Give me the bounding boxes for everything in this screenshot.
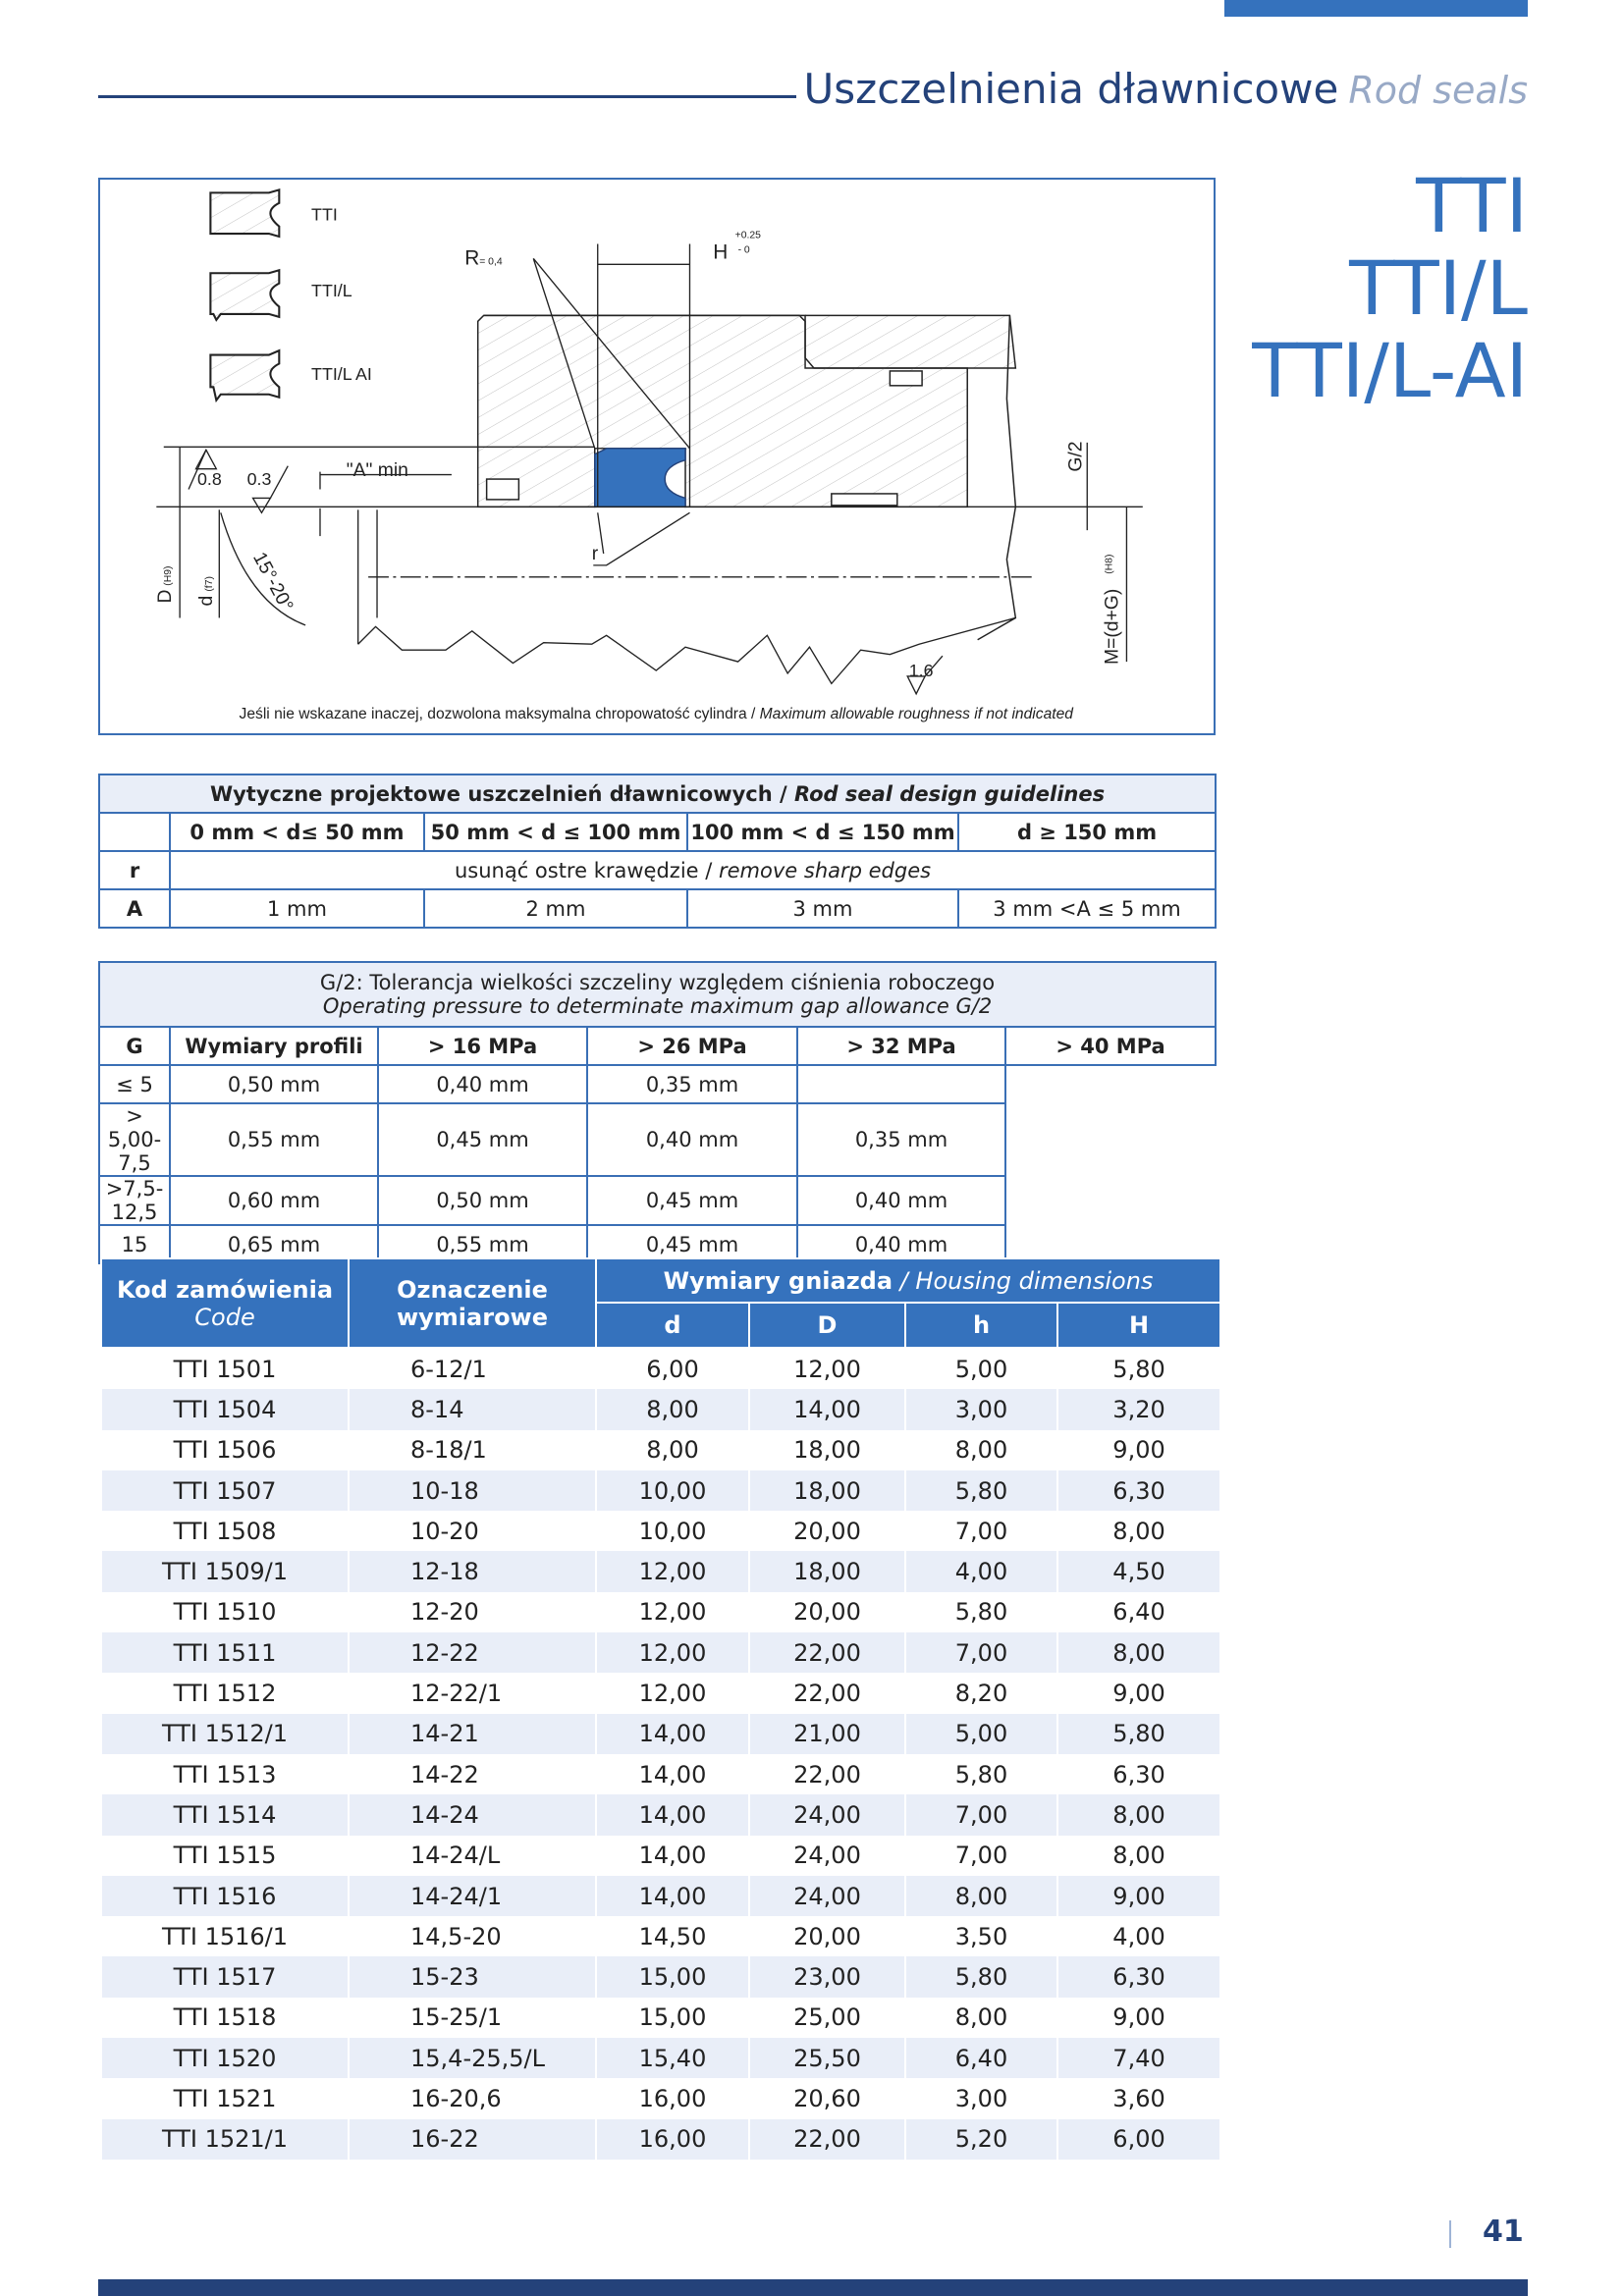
range-header: 100 mm < d ≤ 150 mm — [687, 813, 958, 851]
row-label-a: A — [99, 889, 170, 928]
cell-D: 21,00 — [749, 1714, 905, 1754]
cell-H: 3,60 — [1057, 2078, 1220, 2118]
table-row — [101, 2119, 1220, 2160]
label-roughness-16: 1.6 — [908, 660, 934, 680]
cell-code: TTI 1518 — [101, 1998, 349, 2038]
cell-designation: 14-24/L — [349, 1836, 596, 1876]
table-row — [101, 1998, 1220, 2038]
cell-d: 12,00 — [596, 1673, 749, 1713]
cell-D: 18,00 — [749, 1551, 905, 1591]
cell-code: TTI 1512 — [101, 1673, 349, 1713]
cell-d: 16,00 — [596, 2078, 749, 2118]
cell-code: TTI 1516/1 — [101, 1916, 349, 1956]
gap-value — [797, 1065, 1005, 1103]
cell-code: TTI 1515 — [101, 1836, 349, 1876]
cell-D: 20,60 — [749, 2078, 905, 2118]
housing — [478, 315, 1016, 639]
cell-designation: 15,4-25,5/L — [349, 2038, 596, 2078]
cell-d: 14,00 — [596, 1714, 749, 1754]
header-h: h — [905, 1303, 1057, 1348]
model-name: TTI/L — [1349, 244, 1528, 332]
table-row — [101, 1592, 1220, 1632]
label-h-tol-minus: - 0 — [737, 244, 750, 256]
cell-h: 8,00 — [905, 1998, 1057, 2038]
label-angle: 15°-20° — [248, 548, 298, 615]
gap-value: 0,45 mm — [378, 1103, 587, 1176]
cell-H: 5,80 — [1057, 1348, 1220, 1389]
model-name: TTI — [1416, 162, 1528, 249]
header-code: Kod zamówienia Code — [101, 1258, 349, 1348]
model-name: TTI/L-AI — [1252, 327, 1528, 414]
drawing-caption: Jeśli nie wskazane inaczej, dozwolona maksymalna chropowatość cylindra / Maximum allowable roughness if not indicated — [239, 706, 1073, 723]
header-D: D — [749, 1303, 905, 1348]
cell-H: 4,00 — [1057, 1916, 1220, 1956]
title-en: Rod seals — [1348, 69, 1528, 112]
table-row — [101, 1673, 1220, 1713]
cell-h: 5,80 — [905, 1592, 1057, 1632]
cell-code: TTI 1508 — [101, 1511, 349, 1551]
profile-label: TTI — [311, 204, 338, 225]
cell-h: 8,20 — [905, 1673, 1057, 1713]
cell-H: 6,40 — [1057, 1592, 1220, 1632]
cell-code: TTI 1507 — [101, 1470, 349, 1511]
cell-code: TTI 1520 — [101, 2038, 349, 2078]
cell-D: 20,00 — [749, 1592, 905, 1632]
cell-D: 22,00 — [749, 1673, 905, 1713]
cell-h: 5,80 — [905, 1956, 1057, 1997]
cell-d: 14,00 — [596, 1794, 749, 1835]
top-accent-bar — [1224, 0, 1528, 17]
gap-row — [99, 1176, 1216, 1225]
gap-value: 0,50 mm — [170, 1065, 378, 1103]
cell-d: 14,50 — [596, 1916, 749, 1956]
cell-designation: 14-24/1 — [349, 1876, 596, 1916]
cell-d: 14,00 — [596, 1836, 749, 1876]
gap-row — [99, 1103, 1216, 1176]
profile-tti-l-ai-icon — [210, 350, 279, 400]
table-row — [101, 1632, 1220, 1673]
table-row — [101, 1916, 1220, 1956]
cell-d: 10,00 — [596, 1470, 749, 1511]
model-list — [1252, 162, 1528, 414]
cell-designation: 6-12/1 — [349, 1348, 596, 1389]
cell-designation: 10-20 — [349, 1511, 596, 1551]
cell-H: 6,30 — [1057, 1956, 1220, 1997]
gap-value: 0,40 mm — [587, 1103, 797, 1176]
cell-d: 15,00 — [596, 1956, 749, 1997]
installation-drawing — [98, 178, 1216, 735]
a-value: 2 mm — [424, 889, 687, 928]
cell-designation: 12-22 — [349, 1632, 596, 1673]
cell-code: TTI 1516 — [101, 1876, 349, 1916]
gap-value: 0,55 mm — [378, 1225, 587, 1263]
seal-cross-section — [595, 449, 685, 507]
cell-h: 7,00 — [905, 1836, 1057, 1876]
cell-designation: 12-22/1 — [349, 1673, 596, 1713]
cell-h: 4,00 — [905, 1551, 1057, 1591]
gap-title: G/2: Tolerancja wielkości szczeliny względem ciśnienia roboczego Operating pressure to determinate maximum gap allowance G/2 — [99, 962, 1216, 1027]
cell-H: 4,50 — [1057, 1551, 1220, 1591]
label-r-upper: R — [464, 246, 480, 270]
cell-code: TTI 1501 — [101, 1348, 349, 1389]
cell-H: 6,00 — [1057, 2119, 1220, 2160]
cell-code: TTI 1514 — [101, 1794, 349, 1835]
cell-D: 24,00 — [749, 1836, 905, 1876]
cell-designation: 14-24 — [349, 1794, 596, 1835]
label-a-min: "A" min — [346, 459, 408, 482]
profile-size: 15 — [99, 1225, 170, 1263]
label-m-tol: (H8) — [1104, 554, 1115, 574]
profile-size: > 5,00-7,5 — [99, 1103, 170, 1176]
cell-H: 8,00 — [1057, 1511, 1220, 1551]
cell-code: TTI 1509/1 — [101, 1551, 349, 1591]
cell-H: 6,30 — [1057, 1754, 1220, 1794]
table-row — [101, 2078, 1220, 2118]
label-D-tol: (H9) — [163, 565, 175, 586]
gap-value: 0,40 mm — [378, 1065, 587, 1103]
range-header: 50 mm < d ≤ 100 mm — [424, 813, 687, 851]
label-d-tol: (f7) — [203, 576, 215, 592]
gap-value: 0,65 mm — [170, 1225, 378, 1263]
cell-h: 7,00 — [905, 1632, 1057, 1673]
cell-d: 8,00 — [596, 1430, 749, 1470]
cell-d: 15,00 — [596, 1998, 749, 2038]
cell-d: 14,00 — [596, 1754, 749, 1794]
cell-h: 8,00 — [905, 1876, 1057, 1916]
cell-code: TTI 1517 — [101, 1956, 349, 1997]
table-row — [101, 1956, 1220, 1997]
cell-h: 3,00 — [905, 2078, 1057, 2118]
gap-header: > 16 MPa — [378, 1027, 587, 1065]
gap-tolerance-table — [98, 961, 1217, 1264]
a-value: 1 mm — [170, 889, 424, 928]
r-value: usunąć ostre krawędzie / remove sharp edges — [170, 851, 1216, 889]
cell-d: 12,00 — [596, 1551, 749, 1591]
cell-designation: 15-25/1 — [349, 1998, 596, 2038]
label-d: d — [194, 595, 217, 607]
table-row — [101, 1470, 1220, 1511]
cell-D: 12,00 — [749, 1348, 905, 1389]
gap-value: 0,35 mm — [797, 1103, 1005, 1176]
profile-label: TTI/L — [311, 281, 352, 301]
cell-H: 9,00 — [1057, 1673, 1220, 1713]
header-designation: Oznaczenie wymiarowe — [349, 1258, 596, 1348]
header-rule — [98, 95, 796, 98]
gap-value: 0,45 mm — [587, 1176, 797, 1225]
label-h: H — [713, 240, 729, 264]
cell-h: 5,80 — [905, 1754, 1057, 1794]
a-value: 3 mm <A ≤ 5 mm — [958, 889, 1216, 928]
cell-code: TTI 1521/1 — [101, 2119, 349, 2160]
cell-H: 8,00 — [1057, 1836, 1220, 1876]
title-pl: Uszczelnienia dławnicowe — [803, 65, 1339, 113]
cell-h: 7,00 — [905, 1794, 1057, 1835]
product-table — [100, 1257, 1221, 2160]
cell-h: 5,00 — [905, 1348, 1057, 1389]
gap-value: 0,50 mm — [378, 1176, 587, 1225]
cell-D: 22,00 — [749, 1632, 905, 1673]
cell-designation: 8-18/1 — [349, 1430, 596, 1470]
gap-header: > 26 MPa — [587, 1027, 797, 1065]
header-housing: Wymiary gniazda / Housing dimensions — [596, 1258, 1220, 1303]
cell-designation: 12-20 — [349, 1592, 596, 1632]
cell-code: TTI 1511 — [101, 1632, 349, 1673]
gap-value: 0,55 mm — [170, 1103, 378, 1176]
row-label-r: r — [99, 851, 170, 889]
design-guidelines-table — [98, 774, 1217, 929]
cell-H: 8,00 — [1057, 1632, 1220, 1673]
label-h-tol-plus: +0.25 — [734, 230, 761, 241]
cell-D: 24,00 — [749, 1876, 905, 1916]
gap-header: Wymiary profili — [170, 1027, 378, 1065]
cell-D: 25,50 — [749, 2038, 905, 2078]
profile-tti-icon — [210, 189, 279, 237]
label-roughness-03: 0.3 — [246, 469, 272, 490]
table-row — [101, 1836, 1220, 1876]
cell-H: 5,80 — [1057, 1714, 1220, 1754]
a-value: 3 mm — [687, 889, 958, 928]
header-d: d — [596, 1303, 749, 1348]
cell-h: 6,40 — [905, 2038, 1057, 2078]
cell-H: 9,00 — [1057, 1430, 1220, 1470]
cell-designation: 15-23 — [349, 1956, 596, 1997]
guidelines-title: Wytyczne projektowe uszczelnień dławnicowych / Rod seal design guidelines — [99, 774, 1216, 813]
label-g2: G/2 — [1064, 441, 1087, 472]
label-roughness-08: 0.8 — [196, 469, 222, 490]
table-row — [101, 1348, 1220, 1389]
profile-label: TTI/L AI — [311, 363, 372, 384]
cell-H: 7,40 — [1057, 2038, 1220, 2078]
cell-designation: 14-22 — [349, 1754, 596, 1794]
cell-d: 10,00 — [596, 1511, 749, 1551]
gap-value: 0,40 mm — [797, 1225, 1005, 1263]
cell-D: 20,00 — [749, 1916, 905, 1956]
bottom-bar — [98, 2279, 1528, 2296]
cell-D: 22,00 — [749, 1754, 905, 1794]
cell-d: 6,00 — [596, 1348, 749, 1389]
cell-D: 22,00 — [749, 2119, 905, 2160]
cell-designation: 16-20,6 — [349, 2078, 596, 2118]
cell-code: TTI 1506 — [101, 1430, 349, 1470]
cell-d: 16,00 — [596, 2119, 749, 2160]
profile-size: ≤ 5 — [99, 1065, 170, 1103]
cell-h: 5,80 — [905, 1470, 1057, 1511]
gap-value: 0,60 mm — [170, 1176, 378, 1225]
cell-designation: 16-22 — [349, 2119, 596, 2160]
cell-h: 7,00 — [905, 1511, 1057, 1551]
gap-value: 0,40 mm — [797, 1176, 1005, 1225]
cell-code: TTI 1513 — [101, 1754, 349, 1794]
label-D: D — [154, 589, 177, 604]
table-row — [101, 1511, 1220, 1551]
label-r-value: = 0,4 — [479, 256, 503, 268]
cell-D: 18,00 — [749, 1470, 905, 1511]
cell-D: 20,00 — [749, 1511, 905, 1551]
cell-designation: 14-21 — [349, 1714, 596, 1754]
cell-D: 25,00 — [749, 1998, 905, 2038]
cell-designation: 10-18 — [349, 1470, 596, 1511]
range-header: 0 mm < d≤ 50 mm — [170, 813, 424, 851]
cell-h: 8,00 — [905, 1430, 1057, 1470]
table-row — [101, 1714, 1220, 1754]
cell-code: TTI 1510 — [101, 1592, 349, 1632]
cell-D: 24,00 — [749, 1794, 905, 1835]
cell-H: 8,00 — [1057, 1794, 1220, 1835]
table-row — [101, 1794, 1220, 1835]
table-row — [101, 1430, 1220, 1470]
cell-d: 14,00 — [596, 1876, 749, 1916]
cell-D: 18,00 — [749, 1430, 905, 1470]
gap-row — [99, 1065, 1216, 1103]
gap-header: > 32 MPa — [797, 1027, 1005, 1065]
cell-d: 15,40 — [596, 2038, 749, 2078]
cell-h: 5,00 — [905, 1714, 1057, 1754]
table-row — [101, 2038, 1220, 2078]
label-r-lower: r — [591, 542, 599, 564]
cell-code: TTI 1512/1 — [101, 1714, 349, 1754]
cell-H: 6,30 — [1057, 1470, 1220, 1511]
cell-d: 8,00 — [596, 1389, 749, 1429]
cell-H: 9,00 — [1057, 1998, 1220, 2038]
gap-header: > 40 MPa — [1005, 1027, 1216, 1065]
header-H: H — [1057, 1303, 1220, 1348]
cell-H: 9,00 — [1057, 1876, 1220, 1916]
cell-H: 3,20 — [1057, 1389, 1220, 1429]
table-row — [101, 1876, 1220, 1916]
table-row — [101, 1389, 1220, 1429]
table-row — [101, 1754, 1220, 1794]
cell-D: 23,00 — [749, 1956, 905, 1997]
page-number-separator — [1449, 2220, 1451, 2248]
page-title — [804, 65, 1528, 113]
cell-designation: 8-14 — [349, 1389, 596, 1429]
table-row — [101, 1551, 1220, 1591]
cell-code: TTI 1521 — [101, 2078, 349, 2118]
cell-d: 12,00 — [596, 1632, 749, 1673]
cell-D: 14,00 — [749, 1389, 905, 1429]
cell-h: 3,50 — [905, 1916, 1057, 1956]
page-number: 41 — [1483, 2215, 1524, 2249]
gap-value: 0,45 mm — [587, 1225, 797, 1263]
profile-size: >7,5-12,5 — [99, 1176, 170, 1225]
cell-designation: 12-18 — [349, 1551, 596, 1591]
cell-designation: 14,5-20 — [349, 1916, 596, 1956]
label-m: M=(d+G) — [1101, 588, 1123, 666]
range-header: d ≥ 150 mm — [958, 813, 1216, 851]
cell-d: 12,00 — [596, 1592, 749, 1632]
cell-h: 5,20 — [905, 2119, 1057, 2160]
gap-value: 0,35 mm — [587, 1065, 797, 1103]
row-label-g: G — [99, 1027, 170, 1065]
cell-code: TTI 1504 — [101, 1389, 349, 1429]
cell-h: 3,00 — [905, 1389, 1057, 1429]
profile-tti-l-icon — [210, 270, 279, 320]
